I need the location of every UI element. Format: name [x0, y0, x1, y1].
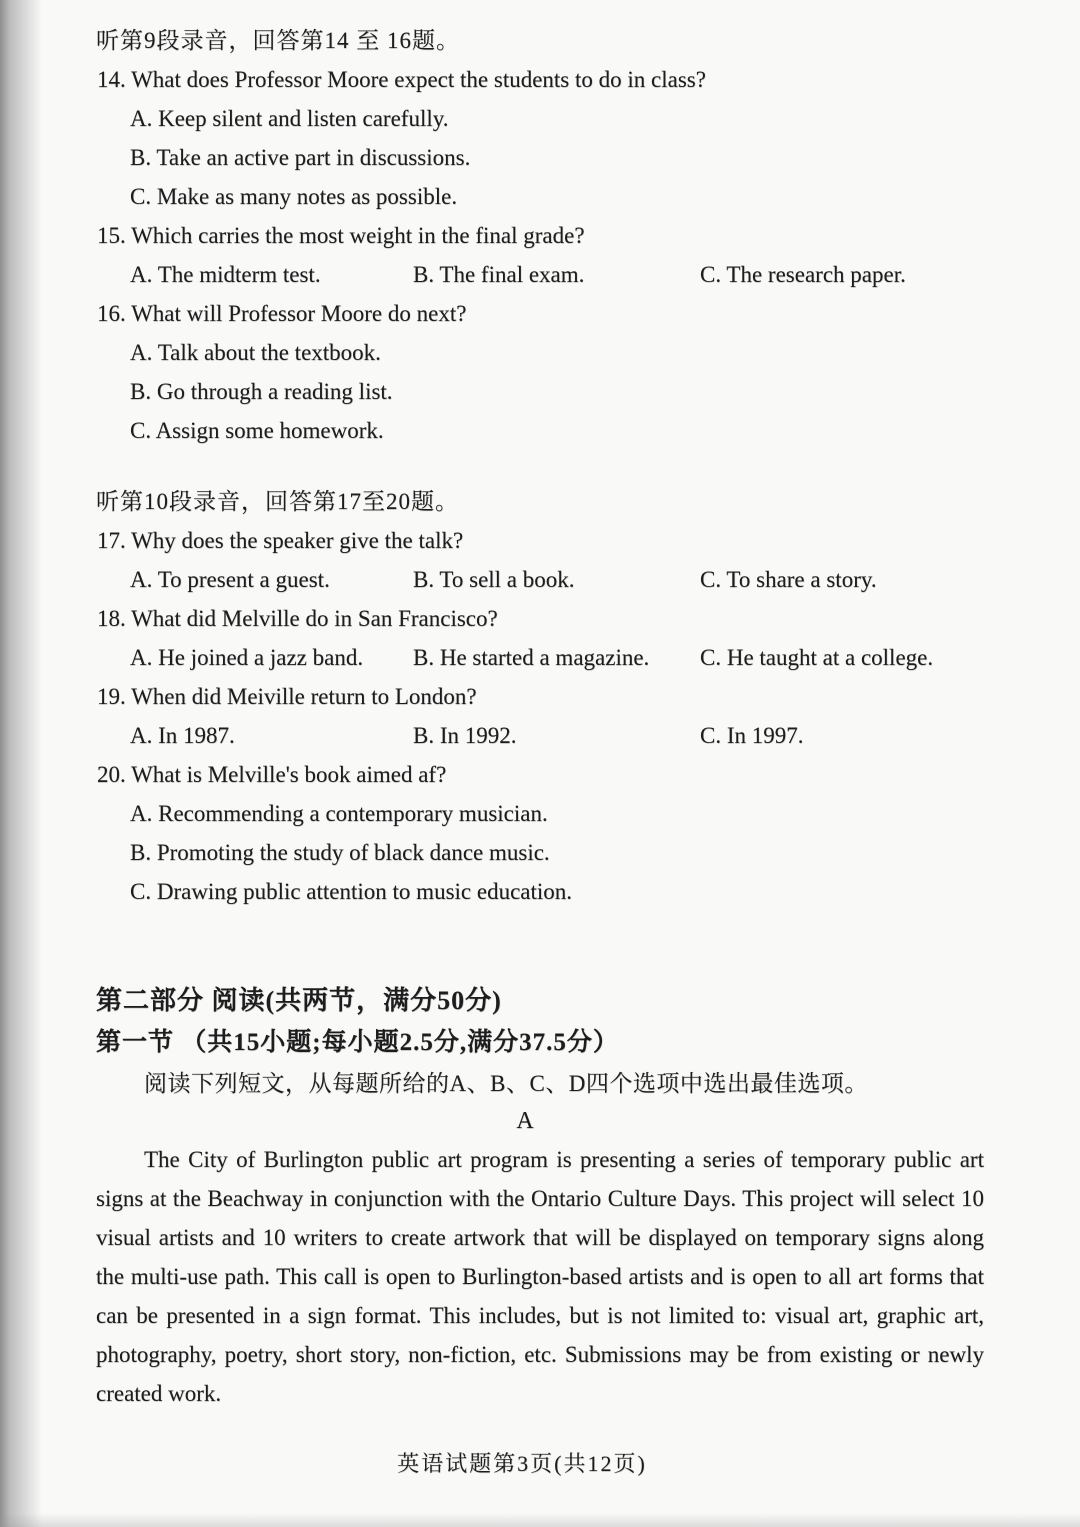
group-instruction: 听第10段录音，回答第17至20题。 [96, 489, 459, 514]
answer-option: B. Go through a reading list. [130, 379, 393, 404]
answer-option: C. The research paper. [700, 262, 906, 287]
section-one-header: 第一节 （共15小题;每小题2.5分,满分37.5分） [96, 1029, 619, 1056]
answer-option: C. In 1997. [700, 723, 804, 748]
question-stem: 19. When did Meiville return to London? [97, 684, 477, 709]
listening-group [0, 482, 1080, 911]
answer-option: B. To sell a book. [413, 567, 575, 592]
page-footer: 英语试题第3页(共12页) [397, 1451, 647, 1476]
reading-instruction: 阅读下列短文，从每题所给的A、B、C、D四个选项中选出最佳选项。 [144, 1071, 868, 1096]
question-stem: 17. Why does the speaker give the talk? [97, 528, 464, 553]
answer-option: B. Promoting the study of black dance music. [130, 840, 550, 865]
group-instruction: 听第9段录音，回答第14 至 16题。 [96, 28, 460, 53]
listening-section [0, 21, 1080, 911]
answer-option: C. Make as many notes as possible. [130, 184, 458, 209]
passage-label: A [516, 1108, 534, 1134]
passage-text: The City of Burlington public art program is presenting a series of temporary public art signs at the Beachway in conjunction with the Ontario Culture Days. This project will select 10 visual artists and 10 writers to create artwork that will be displayed on temporary signs along the multi-use path. This call is open to Burlington-based artists and is open to all art forms that can be presented in a sign format. This includes, but is not limited to: visual art, graphic art, photography, poetry, short story, non-fiction, etc. Submissions may be from existing or newly created work. [96, 1147, 984, 1406]
answer-option: C. To share a story. [700, 567, 877, 592]
answer-option: B. The final exam. [413, 262, 585, 287]
answer-option: A. Recommending a contemporary musician. [130, 801, 548, 826]
answer-option: A. Talk about the textbook. [130, 340, 381, 365]
question-stem: 20. What is Melville's book aimed af? [97, 762, 447, 787]
question-stem: 15. Which carries the most weight in the final grade? [97, 223, 585, 248]
answer-option: A. To present a guest. [130, 567, 330, 592]
options-row [96, 560, 1080, 599]
answer-option: C. He taught at a college. [700, 645, 934, 670]
options-row [96, 255, 1080, 294]
question-stem: 14. What does Professor Moore expect the students to do in class? [97, 67, 706, 92]
listening-group [0, 21, 1080, 450]
question-stem: 16. What will Professor Moore do next? [97, 301, 467, 326]
answer-option: C. Assign some homework. [130, 418, 384, 443]
answer-option: A. Keep silent and listen carefully. [130, 106, 449, 131]
scan-shadow-bottom [0, 1513, 1080, 1527]
answer-option: A. The midterm test. [130, 262, 321, 287]
question-stem: 18. What did Melville do in San Francisco? [97, 606, 498, 631]
answer-option: C. Drawing public attention to music education. [130, 879, 573, 904]
answer-option: A. He joined a jazz band. [130, 645, 364, 670]
answer-option: A. In 1987. [130, 723, 235, 748]
reading-section [0, 980, 1080, 1413]
answer-option: B. In 1992. [413, 723, 517, 748]
part-two-header: 第二部分 阅读(共两节，满分50分) [96, 986, 502, 1015]
options-row [96, 638, 1080, 677]
answer-option: B. Take an active part in discussions. [130, 145, 471, 170]
options-row [96, 716, 1080, 755]
answer-option: B. He started a magazine. [413, 645, 650, 670]
